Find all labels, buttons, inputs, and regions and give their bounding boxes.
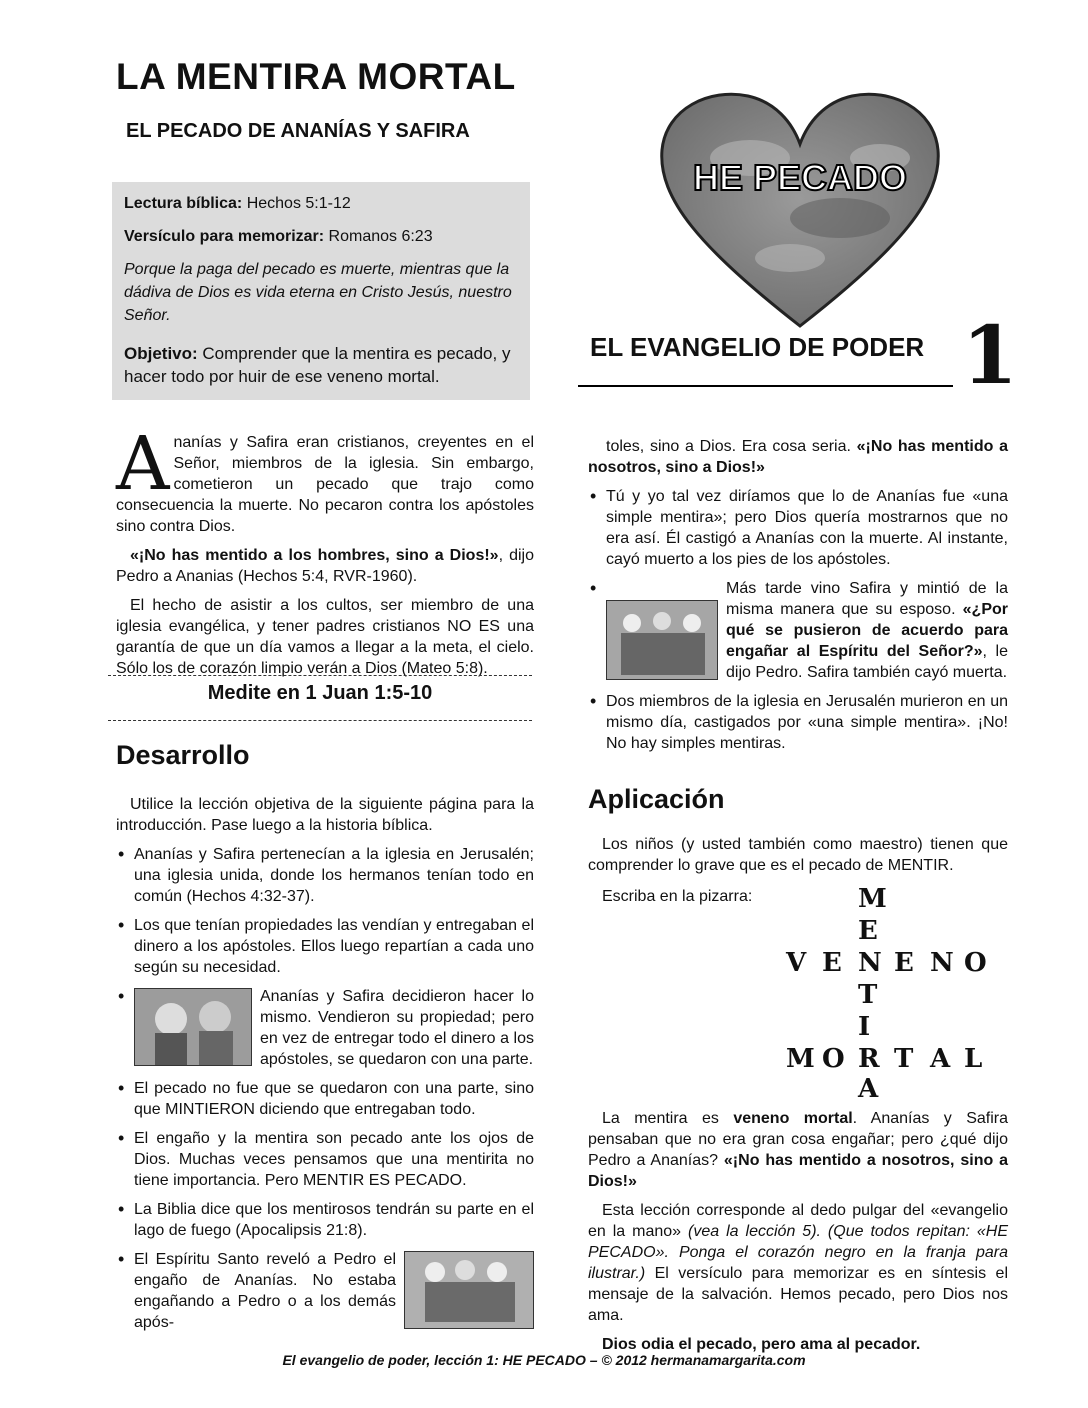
list-item: • Más tarde vino Safira y mintió de la misma manera que su esposo. «¿Por qué se pusieron de acuerdo para engañar al Espíritu del Señor?», le dijo Pedro. Safira también cayó muerta.: [590, 578, 1009, 681]
cw-letter: I: [858, 1012, 871, 1042]
cw-letter: O: [822, 1044, 845, 1074]
para2: El hecho de asistir a los cultos, ser miembro de una iglesia evangélica, y tener padres cristianos NO ES una garantía de que un día vamos a llegar a la meta, el cielo. Sólo los de corazón limpio verán a Dios (Mateo 5:8).: [116, 597, 534, 677]
page-subtitle: EL PECADO DE ANANÍAS Y SAFIRA: [126, 120, 470, 142]
desarrollo-heading: Desarrollo: [116, 740, 250, 770]
divider-bottom: [108, 720, 532, 721]
lesson-number: 1: [962, 308, 1018, 402]
memory-verse: Porque la paga del pecado es muerte, mientras que la dádiva de Dios es vida eterna en Cristo Jesús, nuestro Señor.: [124, 261, 512, 324]
closing-p3: Dios odia el pecado, pero ama al pecador.: [602, 1336, 921, 1353]
list-item: • Los que tenían propiedades las vendían y entregaban el dinero a los apóstoles. Ellos luego repartían a cada uno según su necesidad.: [118, 915, 534, 976]
cw-letter: V: [786, 948, 807, 978]
page-title: LA MENTIRA MORTAL: [116, 56, 516, 97]
quote1-after: , dijo Pedro a Ananias (Hechos 5:4, RVR-1960).: [116, 547, 535, 585]
cw-letter: O: [964, 948, 987, 978]
intro-paragraph: [116, 421, 534, 537]
list-item: • Ananías y Safira pertenecían a la iglesia en Jerusalén; una iglesia unida, donde los hermanos tenían todo en común (Hechos 4:32-37).: [118, 844, 534, 905]
page-footer: El evangelio de poder, lección 1: HE PECADO – © 2012 hermanamargarita.com: [282, 1352, 806, 1368]
cw-letter: M: [858, 884, 887, 914]
lectura-label: Lectura bíblica:: [124, 195, 243, 212]
aplicacion-intro: Los niños (y usted también como maestro) tienen que comprender lo grave que es el pecado de MENTIR.: [588, 836, 1008, 874]
cw-letter: N: [930, 948, 954, 978]
lesson-info-box: [112, 182, 530, 400]
cw-letter: E: [858, 916, 878, 946]
cw-letter: M: [786, 1044, 815, 1074]
header-rule: [578, 385, 953, 387]
right-list: [588, 486, 1008, 754]
pizarra-label: Escriba en la pizarra:: [602, 888, 753, 905]
list-item: • La Biblia dice que los mentirosos tendrán su parte en el lago de fuego (Apocalipsis 21:8).: [118, 1199, 534, 1239]
safira-illustration: [606, 600, 718, 680]
list-item: • Tú y yo tal vez diríamos que lo de Ananías fue «una simple mentira»; pero Dios quería mostrarnos que no era así. Él castigó a Ananías con la muerte. Al instante, cayó muerto a los pies de los apóstoles.: [590, 486, 1008, 568]
closing-p2: Esta lección corresponde al dedo pulgar del «evangelio en la mano» (vea la lección 5). (Que todos repitan: «HE PECADO». Ponga el corazón negro en la franja para ilustrar.) El versículo para memorizar es en síntesis el mensaje de la salvación. Hemos pecado, pero Dios nos ama.: [588, 1202, 1008, 1324]
list-item: • Ananías y Safira decidieron hacer lo mismo. Vendieron su propiedad; pero en vez de entregar todo el dinero a los apóstoles, se quedaron con una parte.: [118, 986, 534, 1068]
desarrollo-body: [116, 794, 534, 1341]
series-title: EL EVANGELIO DE PODER: [590, 332, 925, 362]
apostles-illustration: [404, 1251, 534, 1329]
medite-line: Medite en 1 Juan 1:5-10: [207, 682, 433, 704]
heart-graphic: [640, 88, 960, 338]
closing-p1: La mentira es veneno mortal. Ananías y Safira pensaban que no era gran cosa engañar; pero ¿qué dijo Pedro a Ananías? «¡No has mentido a nosotros, sino a Dios!»: [588, 1110, 1009, 1190]
lectura-value: Hechos 5:1-12: [242, 195, 351, 212]
objetivo-label: Objetivo:: [124, 344, 198, 363]
cw-letter: T: [894, 1044, 914, 1074]
list-item: • El Espíritu Santo reveló a Pedro el engaño de Ananías. No estaba engañando a Pedro o a los demás após-: [116, 1249, 534, 1333]
versiculo-line: [124, 225, 518, 248]
left-column: [116, 421, 535, 687]
versiculo-value: Romanos 6:23: [324, 228, 433, 245]
continuation: toles, sino a Dios. Era cosa seria. «¡No has mentido a nosotros, sino a Dios!»: [588, 438, 1008, 476]
list-item: • El pecado no fue que se quedaron con una parte, sino que MINTIERON diciendo que entregaban todo.: [118, 1078, 534, 1118]
objetivo-line: [124, 342, 518, 388]
desarrollo-list: [116, 844, 534, 1333]
cw-letter: A: [858, 1074, 879, 1104]
divider-top: [108, 675, 532, 676]
intro-text: nanías y Safira eran cristianos, creyentes en el Señor, miembros de la iglesia. Sin embargo, cometieron un pecado que trajo como consecuencia la muerte. No pecaron contra los apóstoles sino contra Dios.: [116, 434, 534, 535]
heart-icon: [640, 88, 960, 338]
list-item: • Dos miembros de la iglesia en Jerusalén murieron en un mismo día, castigados por «una simple mentira». ¡No! No hay simples mentiras.: [590, 691, 1008, 752]
cw-letter: N: [858, 948, 882, 978]
couple-illustration: [134, 988, 252, 1066]
right-column-top: [588, 436, 1008, 762]
crossword: [786, 884, 986, 1104]
cw-letter: E: [894, 948, 914, 978]
desarrollo-intro: Utilice la lección objetiva de la siguiente página para la introducción. Pase luego a la historia bíblica.: [116, 796, 534, 834]
cw-letter: T: [858, 980, 878, 1010]
lectura-line: [124, 192, 518, 215]
cw-letter: R: [858, 1044, 880, 1074]
cw-letter: A: [930, 1044, 951, 1074]
quote1: «¡No has mentido a los hombres, sino a Dios!»: [130, 547, 499, 564]
closing-text: [588, 1108, 1008, 1363]
versiculo-label: Versículo para memorizar:: [124, 228, 325, 245]
quote-paragraph: [116, 545, 534, 587]
cw-letter: E: [822, 948, 842, 978]
list-item: • El engaño y la mentira son pecado ante los ojos de Dios. Muchas veces pensamos que una mentirita no tiene importancia. Pero MENTIR ES PECADO.: [118, 1128, 534, 1189]
cw-letter: L: [964, 1044, 983, 1074]
aplicacion-heading: Aplicación: [588, 784, 725, 814]
drop-cap: A: [116, 421, 170, 507]
heart-label: HE PECADO: [692, 157, 908, 198]
objetivo-value: Comprender que la mentira es pecado, y hacer todo por huir de ese veneno mortal.: [124, 344, 511, 386]
